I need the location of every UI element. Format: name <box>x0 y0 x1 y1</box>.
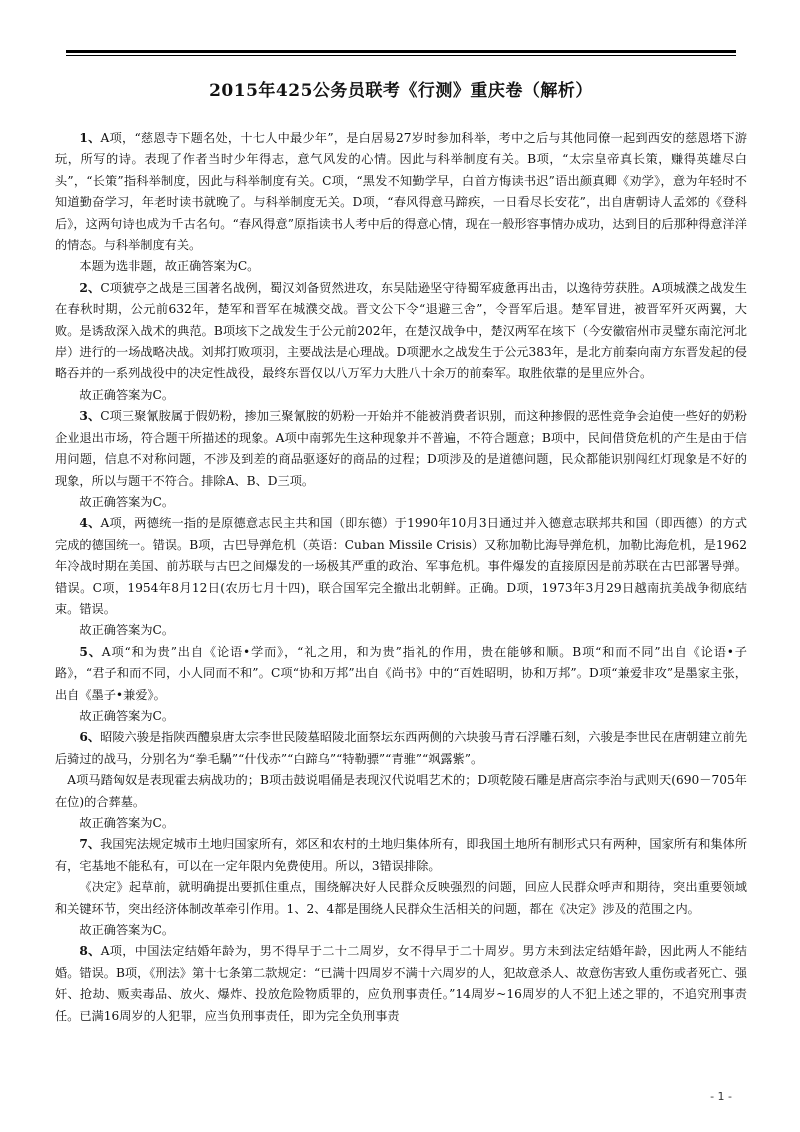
paragraph-q6 <box>55 727 747 770</box>
paragraph-q6-extra: A项马踏匈奴是表现霍去病战功的；B项击鼓说唱俑是表现汉代说唱艺术的；D项乾陵石雕是唐高宗李治与武则天(690－705年在位)的合葬墓。 <box>55 773 747 809</box>
paragraph-text: 我国宪法规定城市土地归国家所有，郊区和农村的土地归集体所有，即我国土地所有制形式只有两种，国家所有和集体所有，宅基地不能私有，可以在一定年限内免费使用。所以，3错误排除。 <box>55 837 748 873</box>
paragraph-text: C项三聚氰胺属于假奶粉，掺加三聚氰胺的奶粉一开始并不能被消费者识别，而这种掺假的恶性竞争会迫使一些好的奶粉企业退出市场，符合题干所描述的现象。A项中南郭先生这种现象并不普遍，不符合题意；B项中，民间借贷危机的产生是由于信用问题，信息不对称问题，不涉及到差的商品驱逐好的商品的过程；D项涉及的是道德问题，民众都能识别闯红灯现象是不好的现象，所以与题干不符合。排除A、B、D三项。 <box>55 409 747 488</box>
answer-line: 故正确答案为C。 <box>79 708 175 723</box>
document-body <box>55 128 747 1027</box>
question-number: 8、 <box>79 944 101 959</box>
paragraph-q7 <box>55 834 747 877</box>
question-number: 3、 <box>79 409 101 424</box>
paragraph-text: 昭陵六骏是指陕西醴泉唐太宗李世民陵墓昭陵北面祭坛东西两侧的六块骏马青石浮雕石刻，六骏是李世民在唐朝建立前先后骑过的战马，分别名为“拳毛騧”“什伐赤”“白蹄乌”“特勒骠”“青骓”“飒露紫”。 <box>55 730 748 766</box>
question-number: 7、 <box>79 837 101 852</box>
paragraph-q8 <box>55 941 747 1027</box>
header-rule-thick <box>66 50 736 53</box>
paragraph-q2 <box>55 278 747 385</box>
paragraph-text: A项“和为贵”出自《论语•学而》，“礼之用，和为贵”指礼的作用，贵在能够和顺。B项“和而不同”出自《论语•子路》，“君子和而不同，小人同而不和”。C项“协和万邦”出自《尚书》中的“百姓昭明，协和万邦”。D项“兼爱非攻”是墨家主张，出自《墨子•兼爱》。 <box>55 644 747 702</box>
answer-line: 故正确答案为C。 <box>79 923 175 938</box>
paragraph-q5 <box>55 642 747 706</box>
paragraph-q1 <box>55 128 747 256</box>
answer-line: 故正确答案为C。 <box>79 387 175 402</box>
answer-line: 故正确答案为C。 <box>79 494 175 509</box>
answer-line: 本题为选非题，故正确答案为C。 <box>79 259 260 274</box>
paragraph-q4 <box>55 513 747 620</box>
answer-line: 故正确答案为C。 <box>79 816 175 830</box>
paragraph-q7-extra: 《决定》起草前，就明确提出要抓住重点，围绕解决好人民群众反映强烈的问题，回应人民群众呼声和期待，突出重要领域和关键环节，突出经济体制改革牵引作用。1、2、4都是围绕人民群众生活相关的问题，都在《决定》涉及的范围之内。 <box>55 880 747 916</box>
paragraph-text: C项猇亭之战是三国著名战例，蜀汉刘备贸然进攻，东吴陆逊坚守待蜀军疲惫再出击，以逸待劳获胜。A项城濮之战发生在春秋时期，公元前632年，楚军和晋军在城濮交战。晋文公下令“退避三舍”，令晋军后退。楚军冒进，被晋军歼灭两翼，大败。是诱敌深入战术的典范。B项垓下之战发生于公元前202年，在楚汉战争中，楚汉两军在垓下（今安徽宿州市灵璧东南沱河北岸）进行的一场战略决战。刘邦打败项羽，主要战法是心理战。D项淝水之战发生于公元383年，是北方前秦向南方东晋发起的侵略吞并的一系列战役中的决定性战役，最终东晋仅以八万军力大胜八十余万的前秦军。取胜依靠的是里应外合。 <box>55 280 747 381</box>
header-rule-thin <box>66 55 736 56</box>
question-number: 6、 <box>79 730 101 745</box>
question-number: 1、 <box>79 131 101 145</box>
paragraph-text: A项，两德统一指的是原德意志民主共和国（即东德）于1990年10月3日通过并入德意志联邦共和国（即西德）的方式完成的德国统一。错误。B项，古巴导弹危机（英语：Cuban Missile Crisis）又称加勒比海导弹危机，加勒比海危机，是1962年冷战时期在美国、前苏联与古巴之间爆发的一场极其严重的政治、军事危机。事件爆发的直接原因是前苏联在古巴部署导弹。错误。C项，1954年8月12日(农历七月十四)，联合国军完全撤出北朝鲜。正确。D项，1973年3月29日越南抗美战争彻底结束。错误。 <box>55 516 747 616</box>
paragraph-text: A项，中国法定结婚年龄为，男不得早于二十二周岁，女不得早于二十周岁。男方未到法定结婚年龄，因此两人不能结婚。错误。B项，《刑法》第十七条第二款规定：“已满十四周岁不满十六周岁的人，犯故意杀人、故意伤害致人重伤或者死亡、强奸、抢劫、贩卖毒品、放火、爆炸、投放危险物质罪的，应负刑事责任。”14周岁~16周岁的人不犯上述之罪的，不追究刑事责任。已满16周岁的人犯罪，应当负刑事责任，即为完全负刑事责 <box>55 944 747 1023</box>
paragraph-text: A项，“慈恩寺下题名处，十七人中最少年”，是白居易27岁时参加科举，考中之后与其他同僚一起到西安的慈恩塔下游玩，所写的诗。表现了作者当时少年得志，意气风发的心情。因此与科举制度有关。B项，“太宗皇帝真长策，赚得英雄尽白头”，“长策”指科举制度，因此与科举制度有关。C项，“黑发不知勤学早，白首方悔读书迟”语出颜真卿《劝学》，意为年轻时不知道勤奋学习，年老时读书就晚了。与科举制度无关。D项，“春风得意马蹄疾，一日看尽长安花”，出自唐朝诗人孟郊的《登科后》，这两句诗也成为千古名句。“春风得意”原指读书人考中后的得意心情，现在一般形容事情办成功，达到目的后那种得意洋洋的情态。与科举制度有关。 <box>55 131 747 253</box>
question-number: 2、 <box>79 280 101 295</box>
paragraph-q3 <box>55 406 747 492</box>
page-number: - 1 - <box>710 1090 732 1103</box>
question-number: 4、 <box>79 516 101 531</box>
question-number: 5、 <box>79 644 102 659</box>
document-title: 2015年425公务员联考《行测》重庆卷（解析） <box>209 81 593 101</box>
answer-line: 故正确答案为C。 <box>79 623 175 638</box>
